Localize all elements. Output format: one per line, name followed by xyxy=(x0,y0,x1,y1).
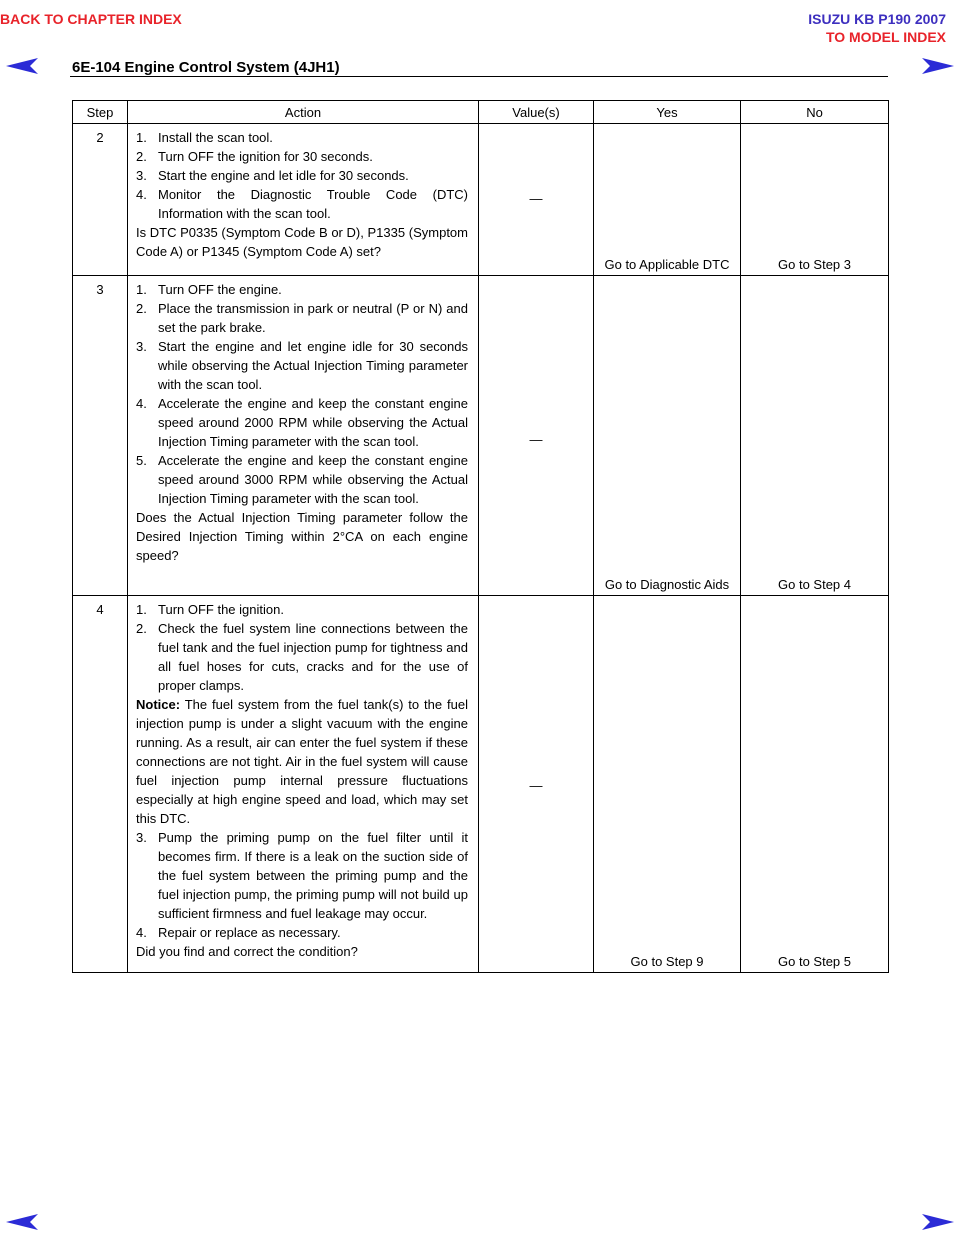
arrow-left-icon[interactable] xyxy=(6,1212,38,1232)
item-number: 4. xyxy=(136,187,147,202)
column-header-values: Value(s) xyxy=(479,101,594,124)
value-dash: — xyxy=(529,778,543,793)
step-number: 2 xyxy=(73,124,128,276)
action-item xyxy=(136,451,468,508)
page-header-title: 6E-104 Engine Control System (4JH1) xyxy=(72,59,340,76)
action-item xyxy=(136,828,468,923)
action-item xyxy=(136,923,468,942)
value-dash: — xyxy=(529,432,543,447)
item-text: Check the fuel system line connections between the fuel tank and the fuel injection pump for tightness and all fuel hoses for cuts, cracks and for the use of proper clamps. xyxy=(158,621,468,693)
action-question: Did you find and correct the condition? xyxy=(136,944,358,959)
item-number: 5. xyxy=(136,453,147,468)
yes-cell: Go to Step 9 xyxy=(594,596,741,973)
action-cell xyxy=(128,596,479,973)
item-text: Accelerate the engine and keep the constant engine speed around 2000 RPM while observing the Actual Injection Timing parameter with the scan tool. xyxy=(158,396,468,449)
item-number: 3. xyxy=(136,339,147,354)
action-item xyxy=(136,600,468,619)
item-number: 4. xyxy=(136,396,147,411)
item-text: Turn OFF the engine. xyxy=(158,282,282,297)
item-number: 3. xyxy=(136,830,147,845)
item-text: Pump the priming pump on the fuel filter until it becomes firm. If there is a leak on the suction side of the fuel system between the priming pump and the fuel injection pump, the priming pump will not build up sufficient firmness and fuel leakage may occur. xyxy=(158,830,468,921)
item-text: Turn OFF the ignition. xyxy=(158,602,284,617)
action-item xyxy=(136,299,468,337)
arrow-left-icon[interactable] xyxy=(6,56,38,76)
action-cell xyxy=(128,124,479,276)
item-text: Turn OFF the ignition for 30 seconds. xyxy=(158,149,373,164)
to-model-index-link[interactable]: TO MODEL INDEX xyxy=(825,29,946,45)
notice-label: Notice: xyxy=(136,697,181,712)
item-number: 1. xyxy=(136,282,147,297)
table-row xyxy=(73,596,889,973)
item-number: 1. xyxy=(136,602,147,617)
item-text: Repair or replace as necessary. xyxy=(158,925,341,940)
item-text: Monitor the Diagnostic Trouble Code (DTC) Information with the scan tool. xyxy=(158,187,468,221)
column-header-action: Action xyxy=(128,101,479,124)
no-cell: Go to Step 3 xyxy=(741,124,889,276)
action-item xyxy=(136,337,468,394)
table-row xyxy=(73,276,889,596)
yes-cell: Go to Diagnostic Aids xyxy=(594,276,741,596)
column-header-no: No xyxy=(741,101,889,124)
no-cell: Go to Step 5 xyxy=(741,596,889,973)
item-text: Start the engine and let idle for 30 seconds. xyxy=(158,168,409,183)
step-number: 3 xyxy=(73,276,128,596)
action-question: Is DTC P0335 (Symptom Code B or D), P1335 (Symptom Code A) or P1345 (Symptom Code A) set? xyxy=(136,225,468,259)
item-number: 4. xyxy=(136,925,147,940)
arrow-right-icon[interactable] xyxy=(922,56,954,76)
notice-text: The fuel system from the fuel tank(s) to the fuel injection pump is under a slight vacuum with the engine running. As a result, air can enter the fuel system if these connections are not tight. Air in the fuel system will cause fuel injection pump internal pressure fluctuations especially at high engine speed and load, which may set this DTC. xyxy=(136,697,468,826)
item-text: Accelerate the engine and keep the constant engine speed around 3000 RPM while observing the Actual Injection Timing parameter with the scan tool. xyxy=(158,453,468,506)
action-cell xyxy=(128,276,479,596)
item-text: Start the engine and let engine idle for 30 seconds while observing the Actual Injection Timing parameter with the scan tool. xyxy=(158,339,468,392)
item-number: 3. xyxy=(136,168,147,183)
item-number: 2. xyxy=(136,301,147,316)
action-item xyxy=(136,619,468,695)
table-header-row xyxy=(73,101,889,124)
item-number: 2. xyxy=(136,621,147,636)
item-text: Place the transmission in park or neutral (P or N) and set the park brake. xyxy=(158,301,468,335)
action-item xyxy=(136,280,468,299)
table-row xyxy=(73,124,889,276)
no-cell: Go to Step 4 xyxy=(741,276,889,596)
action-item xyxy=(136,128,468,147)
yes-cell: Go to Applicable DTC xyxy=(594,124,741,276)
value-cell xyxy=(479,596,594,973)
item-number: 2. xyxy=(136,149,147,164)
action-item xyxy=(136,394,468,451)
action-question: Does the Actual Injection Timing parameter follow the Desired Injection Timing within 2°CA on each engine speed? xyxy=(136,510,468,563)
column-header-step: Step xyxy=(73,101,128,124)
header-rule xyxy=(70,76,888,77)
action-item xyxy=(136,166,468,185)
item-text: Install the scan tool. xyxy=(158,130,273,145)
back-to-chapter-index-link[interactable]: BACK TO CHAPTER INDEX xyxy=(0,11,182,27)
action-item xyxy=(136,185,468,223)
value-cell xyxy=(479,276,594,596)
diagnostic-table xyxy=(72,100,889,973)
item-number: 1. xyxy=(136,130,147,145)
column-header-yes: Yes xyxy=(594,101,741,124)
value-cell xyxy=(479,124,594,276)
step-number: 4 xyxy=(73,596,128,973)
action-item xyxy=(136,147,468,166)
value-dash: — xyxy=(529,191,543,206)
arrow-right-icon[interactable] xyxy=(922,1212,954,1232)
notice-paragraph xyxy=(136,695,468,828)
model-index-title-link[interactable]: ISUZU KB P190 2007 xyxy=(808,11,946,27)
